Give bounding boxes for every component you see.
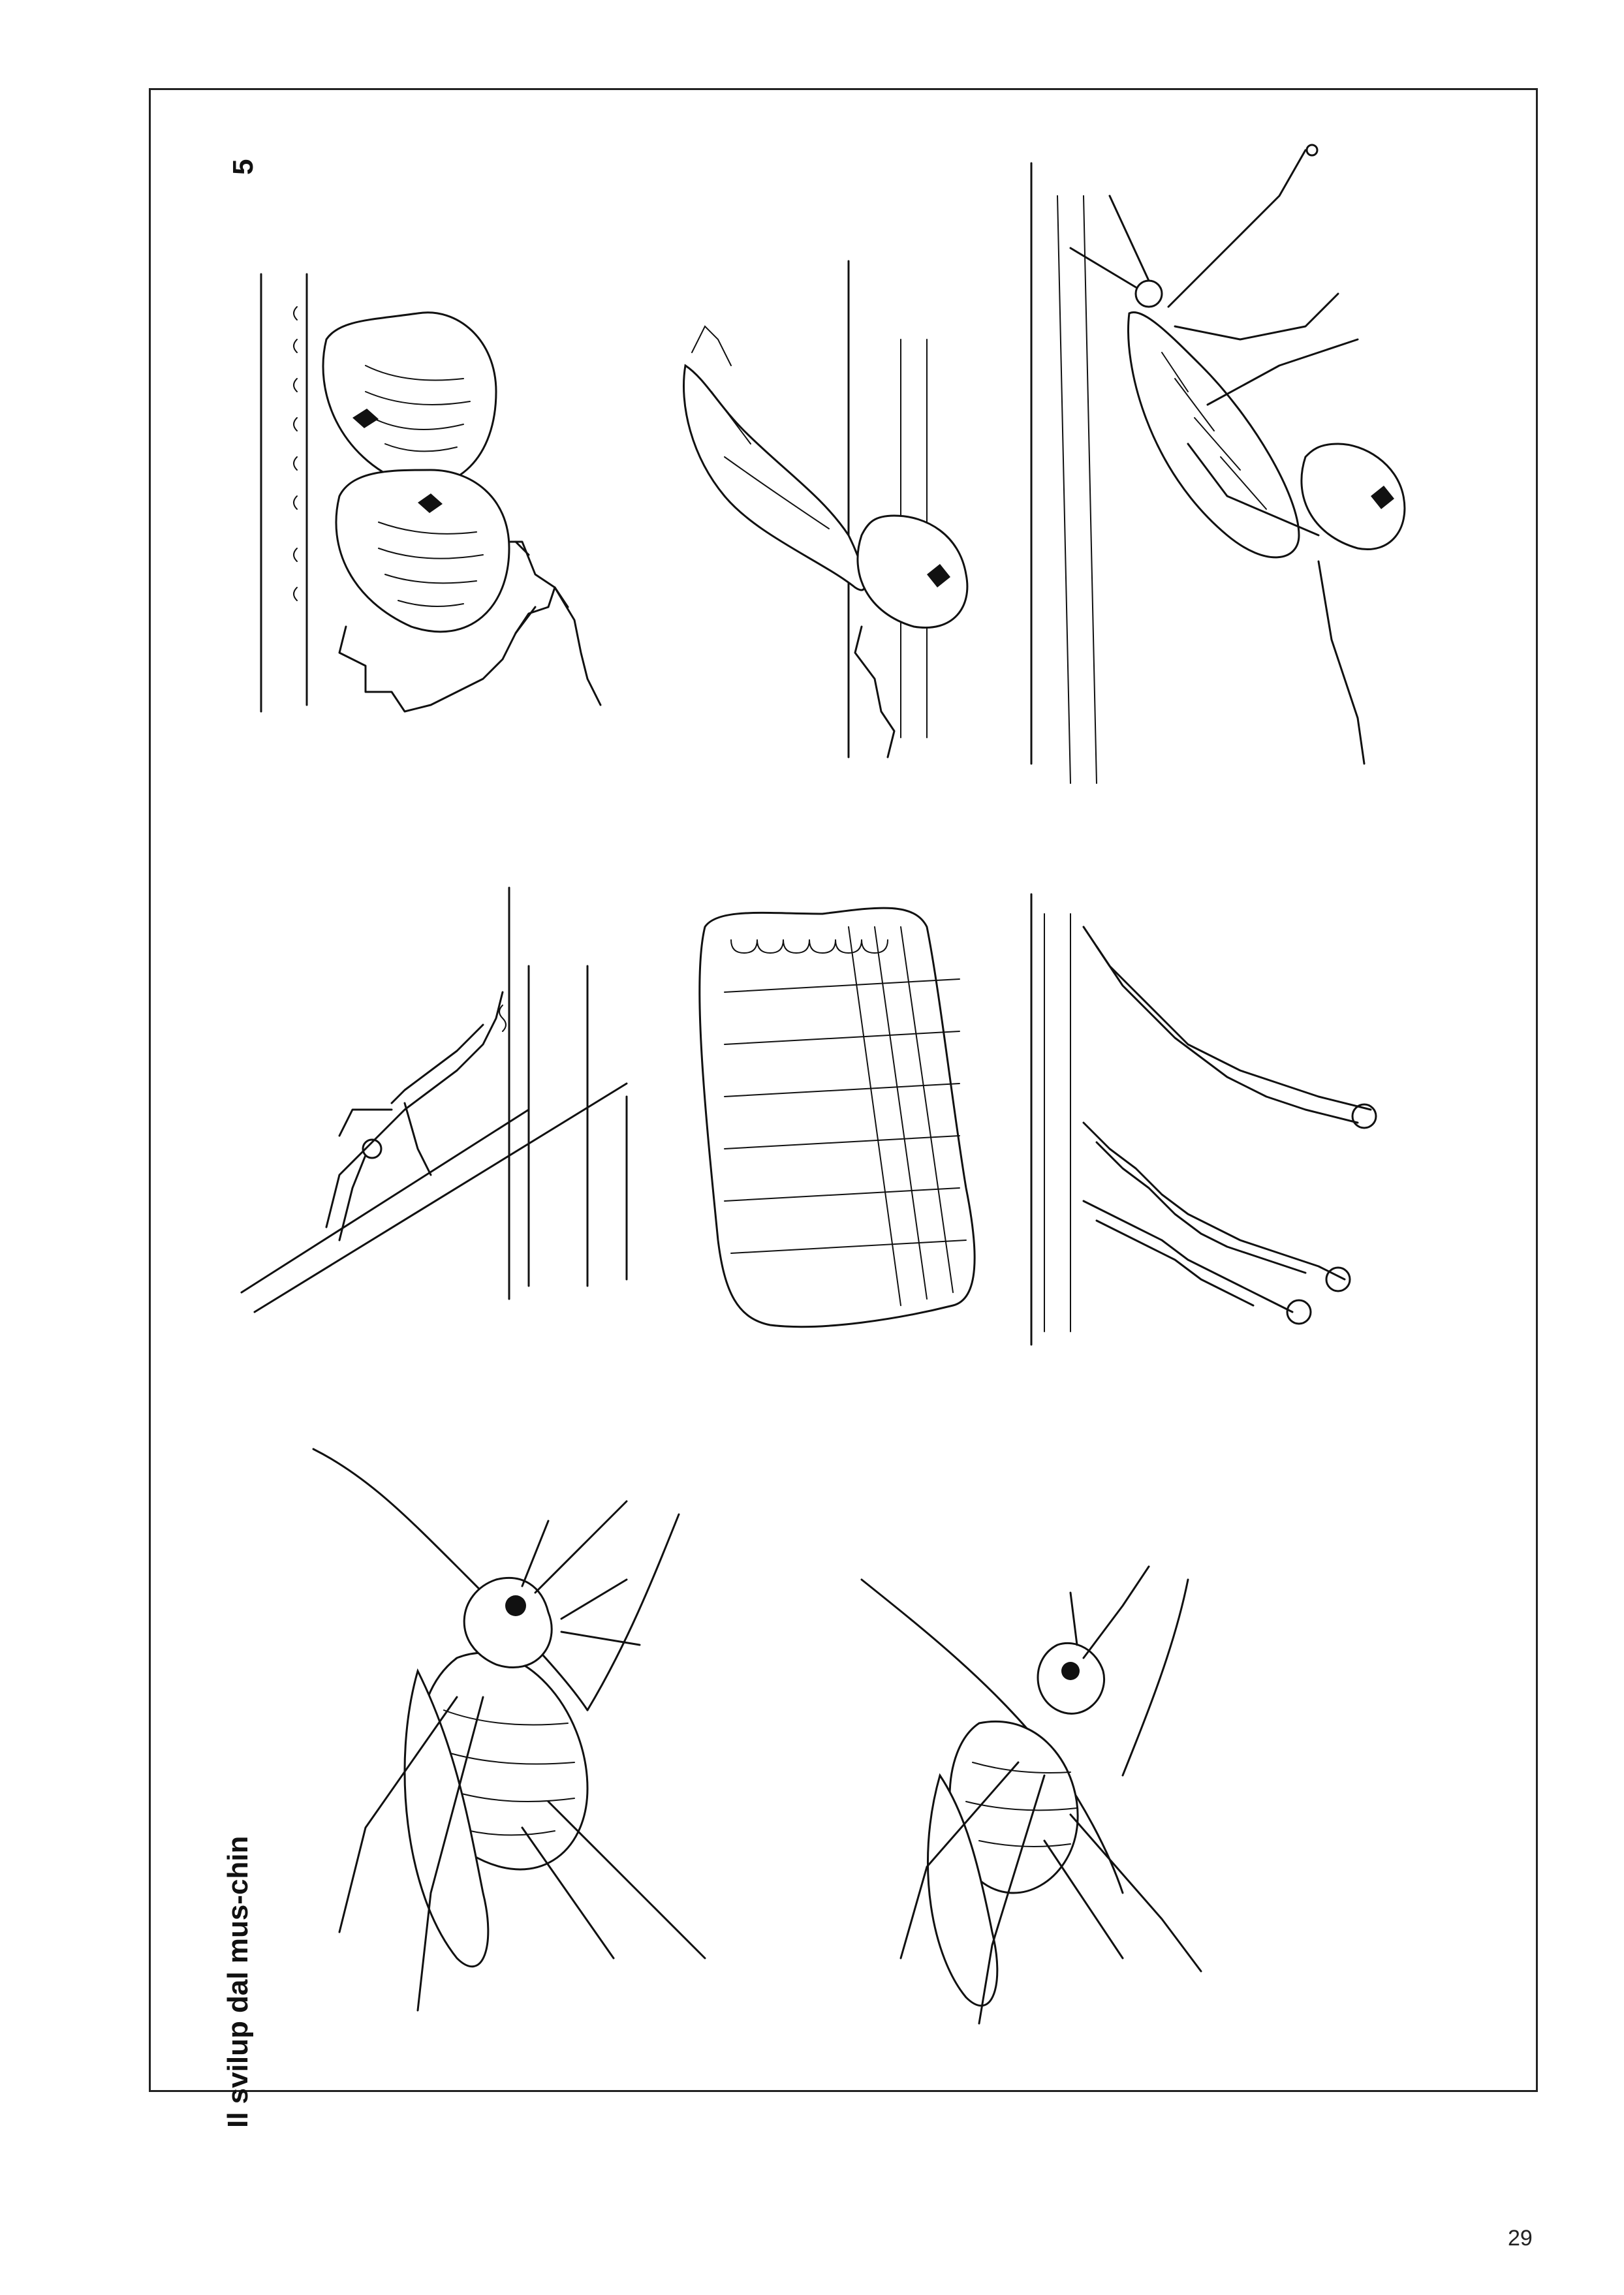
adult-mosquito-feeding <box>313 1449 705 2010</box>
pupae-in-water <box>261 274 601 711</box>
sheet-number: 5 <box>227 159 259 175</box>
adult-emerged-on-water <box>1057 145 1405 783</box>
egg-raft <box>700 908 975 1327</box>
adult-mosquito-resting <box>862 1567 1201 2023</box>
adult-emerging-from-pupa <box>684 163 1032 764</box>
page-title: Il svilup dal mus-chin <box>222 1835 254 2128</box>
mosquito-laying-eggs <box>242 888 627 1312</box>
larvae-in-water <box>1031 894 1376 1345</box>
page-number: 29 <box>1508 2226 1533 2251</box>
